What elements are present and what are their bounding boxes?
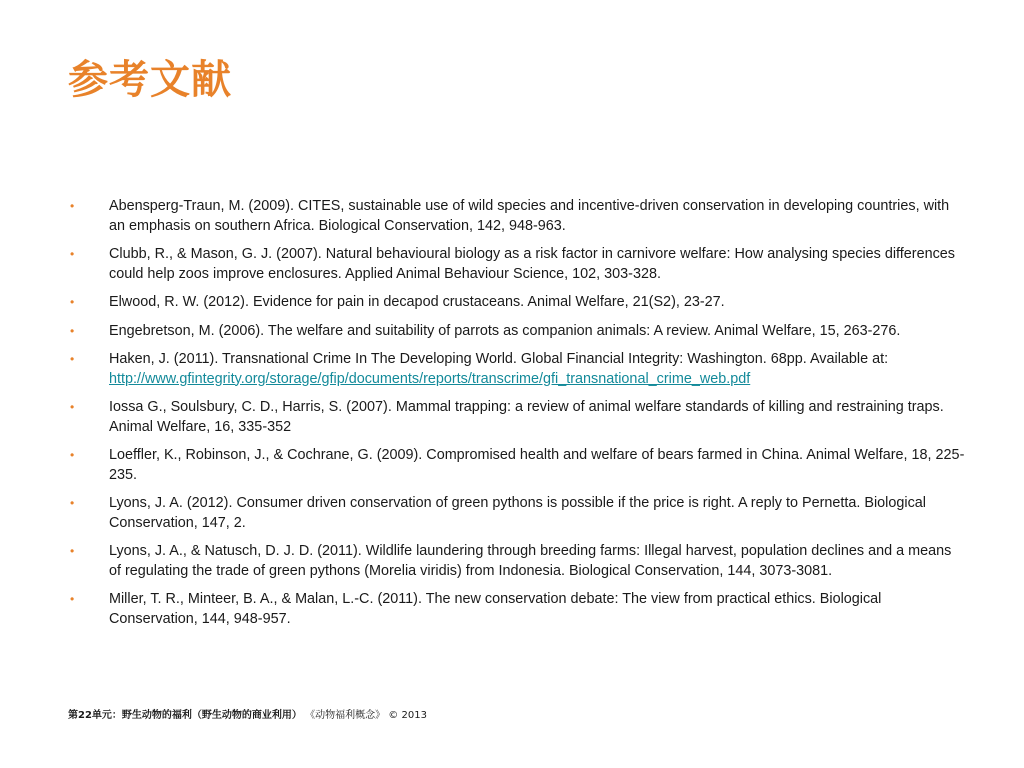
- reference-text: Abensperg-Traun, M. (2009). CITES, sustainable use of wild species and incentive-driven conservation in developing countries, with an emphasis on southern Africa. Biological Conservation, 142, 948-963.: [109, 198, 950, 234]
- reference-text: Haken, J. (2011). Transnational Crime In The Developing World. Global Financial Integrity: Washington. 68pp. Available at:: [109, 351, 889, 367]
- footer-copyright: © 2013: [388, 710, 427, 721]
- bullet-icon: •: [70, 496, 75, 510]
- reference-item: [68, 542, 966, 581]
- reference-text: Iossa G., Soulsbury, C. D., Harris, S. (2007). Mammal trapping: a review of animal welfare standards of killing and restraining traps. Animal Welfare, 16, 335-352: [109, 399, 944, 435]
- reference-item: [68, 245, 966, 284]
- reference-item: [68, 197, 966, 236]
- reference-item: [68, 398, 966, 437]
- reference-item: [68, 446, 966, 485]
- bullet-icon: •: [70, 400, 75, 414]
- bullet-icon: •: [70, 592, 75, 606]
- reference-item: [68, 322, 966, 342]
- footer: [68, 706, 427, 721]
- reference-item: [68, 350, 966, 389]
- reference-list: [68, 197, 966, 638]
- bullet-icon: •: [70, 448, 75, 462]
- bullet-icon: •: [70, 544, 75, 558]
- reference-text: Lyons, J. A., & Natusch, D. J. D. (2011). Wildlife laundering through breeding farms: Illegal harvest, population declines and a means of regulating the trade of green pythons (Morelia viridis) from Indonesia. Biological Conservation, 144, 3073-3081.: [109, 543, 952, 579]
- reference-text: Elwood, R. W. (2012). Evidence for pain in decapod crustaceans. Animal Welfare, 21(S2), 23-27.: [109, 294, 725, 310]
- bullet-icon: •: [70, 295, 75, 309]
- footer-unit-label: 第22单元：野生动物的福利（野生动物的商业利用）: [68, 710, 302, 721]
- reference-link[interactable]: http://www.gfintegrity.org/storage/gfip/documents/reports/transcrime/gfi_transnational_crime_web.pdf: [109, 370, 751, 387]
- reference-text: Engebretson, M. (2006). The welfare and suitability of parrots as companion animals: A review. Animal Welfare, 15, 263-276.: [109, 322, 901, 339]
- bullet-icon: •: [70, 323, 75, 338]
- reference-text: Clubb, R., & Mason, G. J. (2007). Natural behavioural biology as a risk factor in carnivore welfare: How analysing species differences could help zoos improve enclosures. Applied Animal Behaviour Science, 102, 303-328.: [109, 246, 955, 282]
- footer-course-title: 《动物福利概念》: [305, 710, 386, 721]
- bullet-icon: •: [70, 199, 75, 213]
- reference-text: Lyons, J. A. (2012). Consumer driven conservation of green pythons is possible if the price is right. A reply to Pernetta. Biological Conservation, 147, 2.: [109, 495, 926, 531]
- reference-item: [68, 590, 966, 629]
- bullet-icon: •: [70, 247, 75, 261]
- reference-text: Miller, T. R., Minteer, B. A., & Malan, L.-C. (2011). The new conservation debate: The view from practical ethics. Biological Conservation, 144, 948-957.: [109, 591, 882, 627]
- reference-item: [68, 494, 966, 533]
- reference-item: [68, 293, 966, 313]
- reference-text: Loeffler, K., Robinson, J., & Cochrane, G. (2009). Compromised health and welfare of bears farmed in China. Animal Welfare, 18, 225-235.: [109, 447, 965, 483]
- page-title: 参考文献: [68, 57, 232, 103]
- bullet-icon: •: [70, 352, 75, 366]
